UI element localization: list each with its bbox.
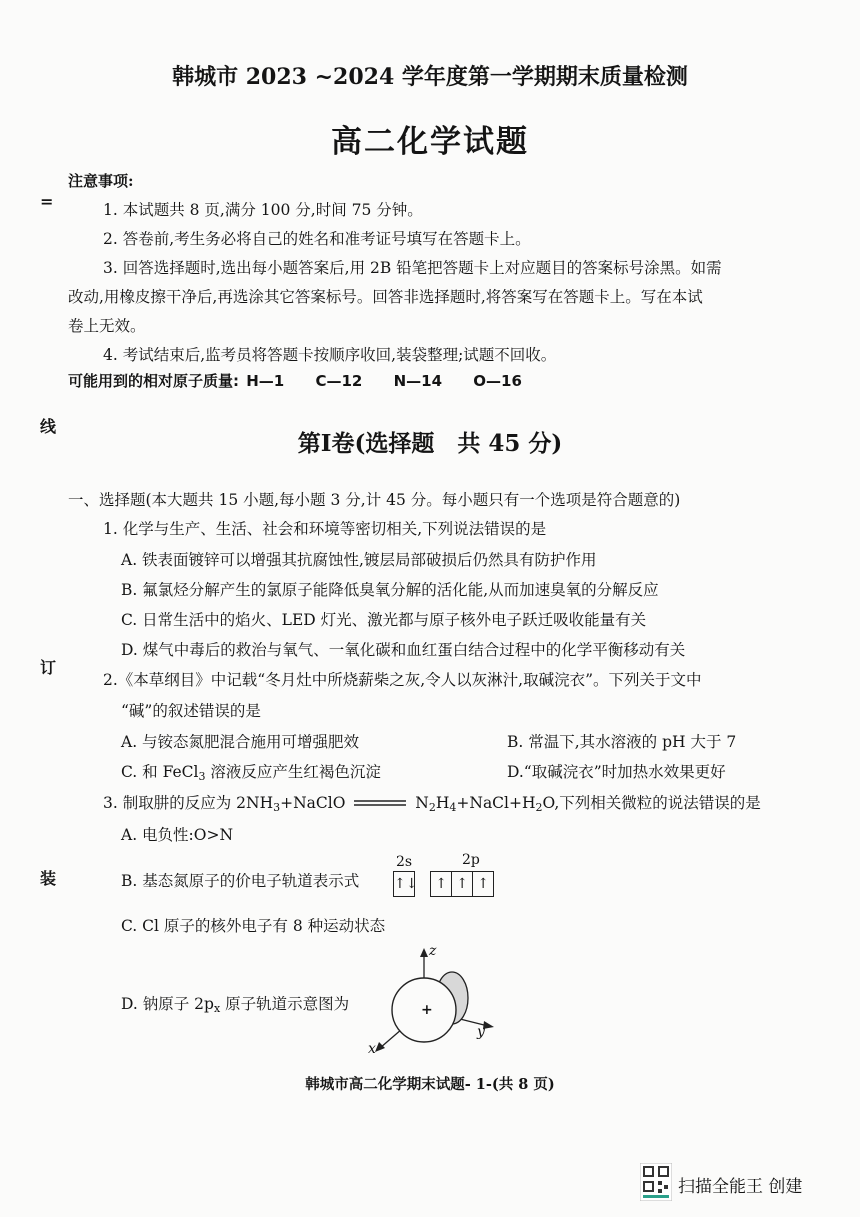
notes-item: 卷上无效。 — [68, 317, 146, 335]
orbital-2p-box — [430, 871, 494, 897]
orbital-label-2p: 2p — [462, 852, 480, 868]
section-title: 第Ⅰ卷(选择题 共 45 分) — [297, 430, 563, 457]
question-2-option-b: B. 常温下,其水溶液的 pH 大于 7 — [507, 733, 737, 751]
question-3-option-c: C. Cl 原子的核外电子有 8 种运动状态 — [121, 917, 386, 935]
question-3-option-b: B. 基态氮原子的价电子轨道表示式 — [121, 872, 360, 890]
question-3-option-d: D. 钠原子 $2p_x$ 原子轨道示意图为 — [121, 995, 350, 1015]
notes-heading: 注意事项: — [68, 172, 134, 190]
question-1-option-c: C. 日常生活中的焰火、LED 灯光、激光都与原子核外电子跃迁吸收能量有关 — [121, 611, 647, 629]
notes-item: 3. 回答选择题时,选出每小题答案后,用 2B 铅笔把答题卡上对应题目的答案标号涂黑。如需 — [103, 259, 722, 277]
orbital-paired-arrows-icon: ↑↓ — [394, 876, 418, 892]
margin-mark: 线 — [40, 417, 57, 436]
orbital-plus-sign: + — [421, 1002, 433, 1018]
notes-item: 1. 本试题共 8 页,满分 100 分,时间 75 分钟。 — [103, 201, 423, 219]
atomic-mass-n: N—14 — [393, 372, 443, 390]
axis-label-z: z — [429, 943, 437, 959]
notes-item: 改动,用橡皮擦干净后,再选涂其它答案标号。回答非选择题时,将答案写在答题卡上。写在本试 — [68, 288, 703, 306]
qr-code-icon — [640, 1163, 672, 1201]
orbital-up-arrow-icon: ↑ — [435, 876, 447, 892]
atomic-mass-line — [68, 370, 548, 391]
watermark-text: 扫描全能王 创建 — [678, 1177, 803, 1197]
orbital-label-2s: 2s — [396, 854, 413, 870]
axis-label-y: y — [477, 1024, 485, 1040]
question-2-stem: “碱”的叙述错误的是 — [121, 702, 261, 720]
equals-icon — [350, 799, 410, 807]
orbital-diagram — [393, 871, 494, 897]
page-footer: 韩城市高二化学期末试题- 1-(共 8 页) — [305, 1076, 555, 1093]
equals-sign — [350, 792, 410, 812]
question-2-option-d: D.“取碱浣衣”时加热水效果更好 — [507, 763, 726, 781]
notes-item: 2. 答卷前,考生务必将自己的姓名和准考证号填写在答题卡上。 — [103, 230, 531, 248]
question-1-option-d: D. 煤气中毒后的救治与氧气、一氧化碳和血红蛋白结合过程中的化学平衡移动有关 — [121, 641, 686, 659]
question-3-stem: 3. 制取肼的反应为 $2NH_3+NaClO$ $N_2H_4+NaCl+H_2O$,下列相关微粒的说法错误的是 — [103, 794, 761, 814]
orbital-2s-box — [393, 871, 418, 897]
question-2-stem: 2.《本草纲目》中记载“冬月灶中所烧薪柴之灰,令人以灰淋汁,取碱浣衣”。下列关于文中 — [103, 671, 702, 689]
atomic-mass-c: C—12 — [315, 372, 363, 390]
exam-header-title: 韩城市 2023 ~2024 学年度第一学期期末质量检测 — [172, 64, 688, 90]
axis-label-x: x — [368, 1041, 376, 1057]
atomic-mass-label: 可能用到的相对原子质量: — [68, 372, 239, 390]
question-1-stem: 1. 化学与生产、生活、社会和环境等密切相关,下列说法错误的是 — [103, 520, 547, 538]
atomic-mass-h: H—1 — [246, 372, 285, 390]
margin-mark: = — [40, 192, 54, 211]
margin-mark: 订 — [40, 658, 57, 677]
question-2-option-c: C. 和 FeCl$_3$ 溶液反应产生红褐色沉淀 — [121, 763, 381, 783]
page-title: 高二化学试题 — [331, 124, 529, 160]
question-1-option-b: B. 氟氯烃分解产生的氯原子能降低臭氧分解的活化能,从而加速臭氧的分解反应 — [121, 581, 659, 599]
question-2-option-a: A. 与铵态氮肥混合施用可增强肥效 — [121, 733, 360, 751]
orbital-up-arrow-icon: ↑ — [451, 872, 472, 896]
atomic-mass-o: O—16 — [473, 372, 522, 390]
question-1-option-a: A. 铁表面镀锌可以增强其抗腐蚀性,镀层局部破损后仍然具有防护作用 — [121, 551, 597, 569]
margin-mark: 装 — [40, 869, 57, 888]
orbital-up-arrow-icon: ↑ — [472, 872, 493, 896]
notes-item: 4. 考试结束后,监考员将答题卡按顺序收回,装袋整理;试题不回收。 — [103, 346, 557, 364]
question-3-option-a: A. 电负性:O>N — [121, 826, 234, 844]
part-heading: 一、选择题(本大题共 15 小题,每小题 3 分,计 45 分。每小题只有一个选项是符合题意的) — [68, 491, 681, 509]
